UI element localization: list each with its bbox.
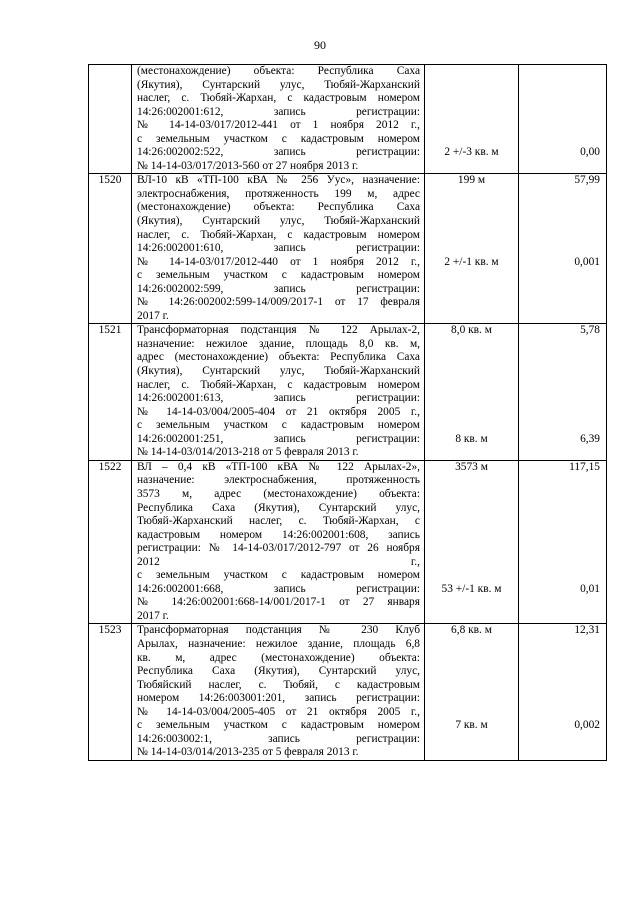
value-object: 12,31: [574, 624, 600, 637]
value-cell: [519, 624, 607, 760]
area-cell: [425, 324, 519, 460]
description-line: (Якутия), Сунтарский улус, Тюбяй-Жарханский: [137, 215, 420, 228]
object-description: [132, 65, 425, 174]
value-object: 57,99: [574, 174, 600, 187]
value-cell: [519, 65, 607, 174]
area-object: 3573 м: [455, 460, 488, 473]
table-row: [89, 324, 607, 460]
description-line: с земельным участком с кадастровым номером: [137, 419, 420, 432]
table-row: [89, 624, 607, 760]
area-object: 6,8 кв. м: [451, 624, 492, 637]
value-land-plot: 0,001: [574, 255, 600, 268]
description-line: с земельным участком с кадастровым номером: [137, 132, 420, 145]
description-line: 14:26:002002:522, запись регистрации:: [137, 146, 420, 159]
area-land-plot: 53 +/-1 кв. м: [441, 582, 502, 595]
property-registry-table: [88, 64, 607, 761]
description-line: 14:26:002002:599, запись регистрации:: [137, 282, 420, 295]
table-row: [89, 460, 607, 624]
description-line: регистрации: № 14-14-03/017/2012-797 от 26 ноября: [137, 542, 420, 555]
area-cell: [425, 174, 519, 324]
row-number: 1520: [89, 174, 132, 324]
description-line: № 14-14-03/017/2013-560 от 27 ноября 2013 г.: [137, 159, 359, 172]
value-land-plot: 0,002: [574, 719, 600, 732]
description-line: Республика Саха (Якутия), Сунтарский улус,: [137, 501, 420, 514]
area-land-plot: 8 кв. м: [455, 432, 488, 445]
description-line: 3573 м, адрес (местонахождение) объекта:: [137, 487, 420, 500]
description-line: № 14-14-03/004/2005-405 от 21 октября 2005 г.,: [137, 705, 420, 718]
row-number: [89, 65, 132, 174]
area-cell: [425, 65, 519, 174]
table-row: [89, 174, 607, 324]
description-line: Тюбяйский наслег, с. Тюбяй, с кадастровым: [137, 678, 420, 691]
row-number: 1522: [89, 460, 132, 624]
description-line: (Якутия), Сунтарский улус, Тюбяй-Жарханский: [137, 78, 420, 91]
description-line: Трансформаторная подстанция № 122 Арылах-2,: [137, 324, 420, 337]
description-line: Тюбяй-Жарханский наслег, с. Тюбяй-Жархан, с: [137, 515, 420, 528]
description-line: (местонахождение) объекта: Республика Саха: [137, 201, 420, 214]
description-line: 14:26:003002:1, запись регистрации:: [137, 732, 420, 745]
description-line: № 14-14-03/017/2012-440 от 1 ноября 2012 г.,: [137, 255, 420, 268]
description-line: с земельным участком с кадастровым номером: [137, 719, 420, 732]
description-line: 2012 г.,: [137, 555, 420, 568]
value-cell: [519, 174, 607, 324]
description-line: 14:26:002001:610, запись регистрации:: [137, 242, 420, 255]
description-line: с земельным участком с кадастровым номером: [137, 269, 420, 282]
description-line: электроснабжения, протяженность 199 м, адрес: [137, 187, 420, 200]
description-line: 2017 г.: [137, 609, 169, 622]
value-object: 117,15: [569, 460, 600, 473]
area-land-plot: 2 +/-1 кв. м: [444, 255, 499, 268]
area-object: 199 м: [457, 174, 486, 187]
description-line: 14:26:002001:251, запись регистрации:: [137, 432, 420, 445]
area-object: 8,0 кв. м: [451, 324, 492, 337]
description-line: назначение: нежилое здание, площадь 8,0 кв. м,: [137, 337, 420, 350]
description-line: Трансформаторная подстанция № 230 Клуб: [137, 624, 420, 637]
area-cell: [425, 624, 519, 760]
description-line: наслег, с. Тюбяй-Жархан, с кадастровым номером: [137, 378, 420, 391]
object-description: [132, 174, 425, 324]
description-line: назначение: электроснабжения, протяженность: [137, 474, 420, 487]
description-line: № 14-14-03/014/2013-218 от 5 февраля 2013 г.: [137, 446, 359, 459]
description-line: наслег, с. Тюбяй-Жархан, с кадастровым номером: [137, 228, 420, 241]
area-land-plot: 2 +/-3 кв. м: [444, 146, 499, 159]
table-row: [89, 65, 607, 174]
description-line: 14:26:002001:613, запись регистрации:: [137, 392, 420, 405]
page-number: 90: [314, 38, 326, 52]
description-line: с земельным участком с кадастровым номером: [137, 569, 420, 582]
description-line: Республика Саха (Якутия), Сунтарский улус,: [137, 665, 420, 678]
description-line: кадастровым номером 14:26:002001:608, запись: [137, 528, 420, 541]
value-cell: [519, 460, 607, 624]
description-line: номером 14:26:003001:201, запись регистрации:: [137, 692, 420, 705]
value-object: 5,78: [580, 324, 600, 337]
area-cell: [425, 460, 519, 624]
description-line: кв. м, адрес (местонахождение) объекта:: [137, 651, 420, 664]
description-line: № 14-14-03/004/2005-404 от 21 октября 2005 г.,: [137, 405, 420, 418]
value-land-plot: 0,01: [580, 582, 600, 595]
value-land-plot: 6,39: [580, 432, 600, 445]
description-line: (Якутия), Сунтарский улус, Тюбяй-Жарханский: [137, 365, 420, 378]
description-line: 2017 г.: [137, 309, 169, 322]
description-line: Арылах, назначение: нежилое здание, площадь 6,8: [137, 637, 420, 650]
registry-body: [89, 65, 607, 761]
description-line: № 14:26:002001:668-14/001/2017-1 от 27 января: [137, 596, 420, 609]
description-line: № 14-14-03/017/2012-441 от 1 ноября 2012 г.,: [137, 119, 420, 132]
value-land-plot: 0,00: [580, 146, 600, 159]
description-line: № 14:26:002002:599-14/009/2017-1 от 17 февраля: [137, 296, 420, 309]
description-line: ВЛ – 0,4 кВ «ТП-100 кВА № 122 Арылах-2»,: [137, 460, 420, 473]
description-line: (местонахождение) объекта: Республика Саха: [137, 65, 420, 77]
value-cell: [519, 324, 607, 460]
object-description: [132, 460, 425, 624]
description-line: адрес (местонахождение) объекта: Республика Саха: [137, 351, 420, 364]
description-line: № 14-14-03/014/2013-235 от 5 февраля 2013 г.: [137, 746, 359, 759]
area-land-plot: 7 кв. м: [455, 719, 488, 732]
row-number: 1523: [89, 624, 132, 760]
object-description: [132, 324, 425, 460]
description-line: 14:26:002001:612, запись регистрации:: [137, 105, 420, 118]
description-line: 14:26:002001:668, запись регистрации:: [137, 582, 420, 595]
row-number: 1521: [89, 324, 132, 460]
description-line: ВЛ-10 кВ «ТП-100 кВА № 256 Уус», назначение:: [137, 174, 420, 187]
description-line: наслег, с. Тюбяй-Жархан, с кадастровым номером: [137, 92, 420, 105]
object-description: [132, 624, 425, 760]
